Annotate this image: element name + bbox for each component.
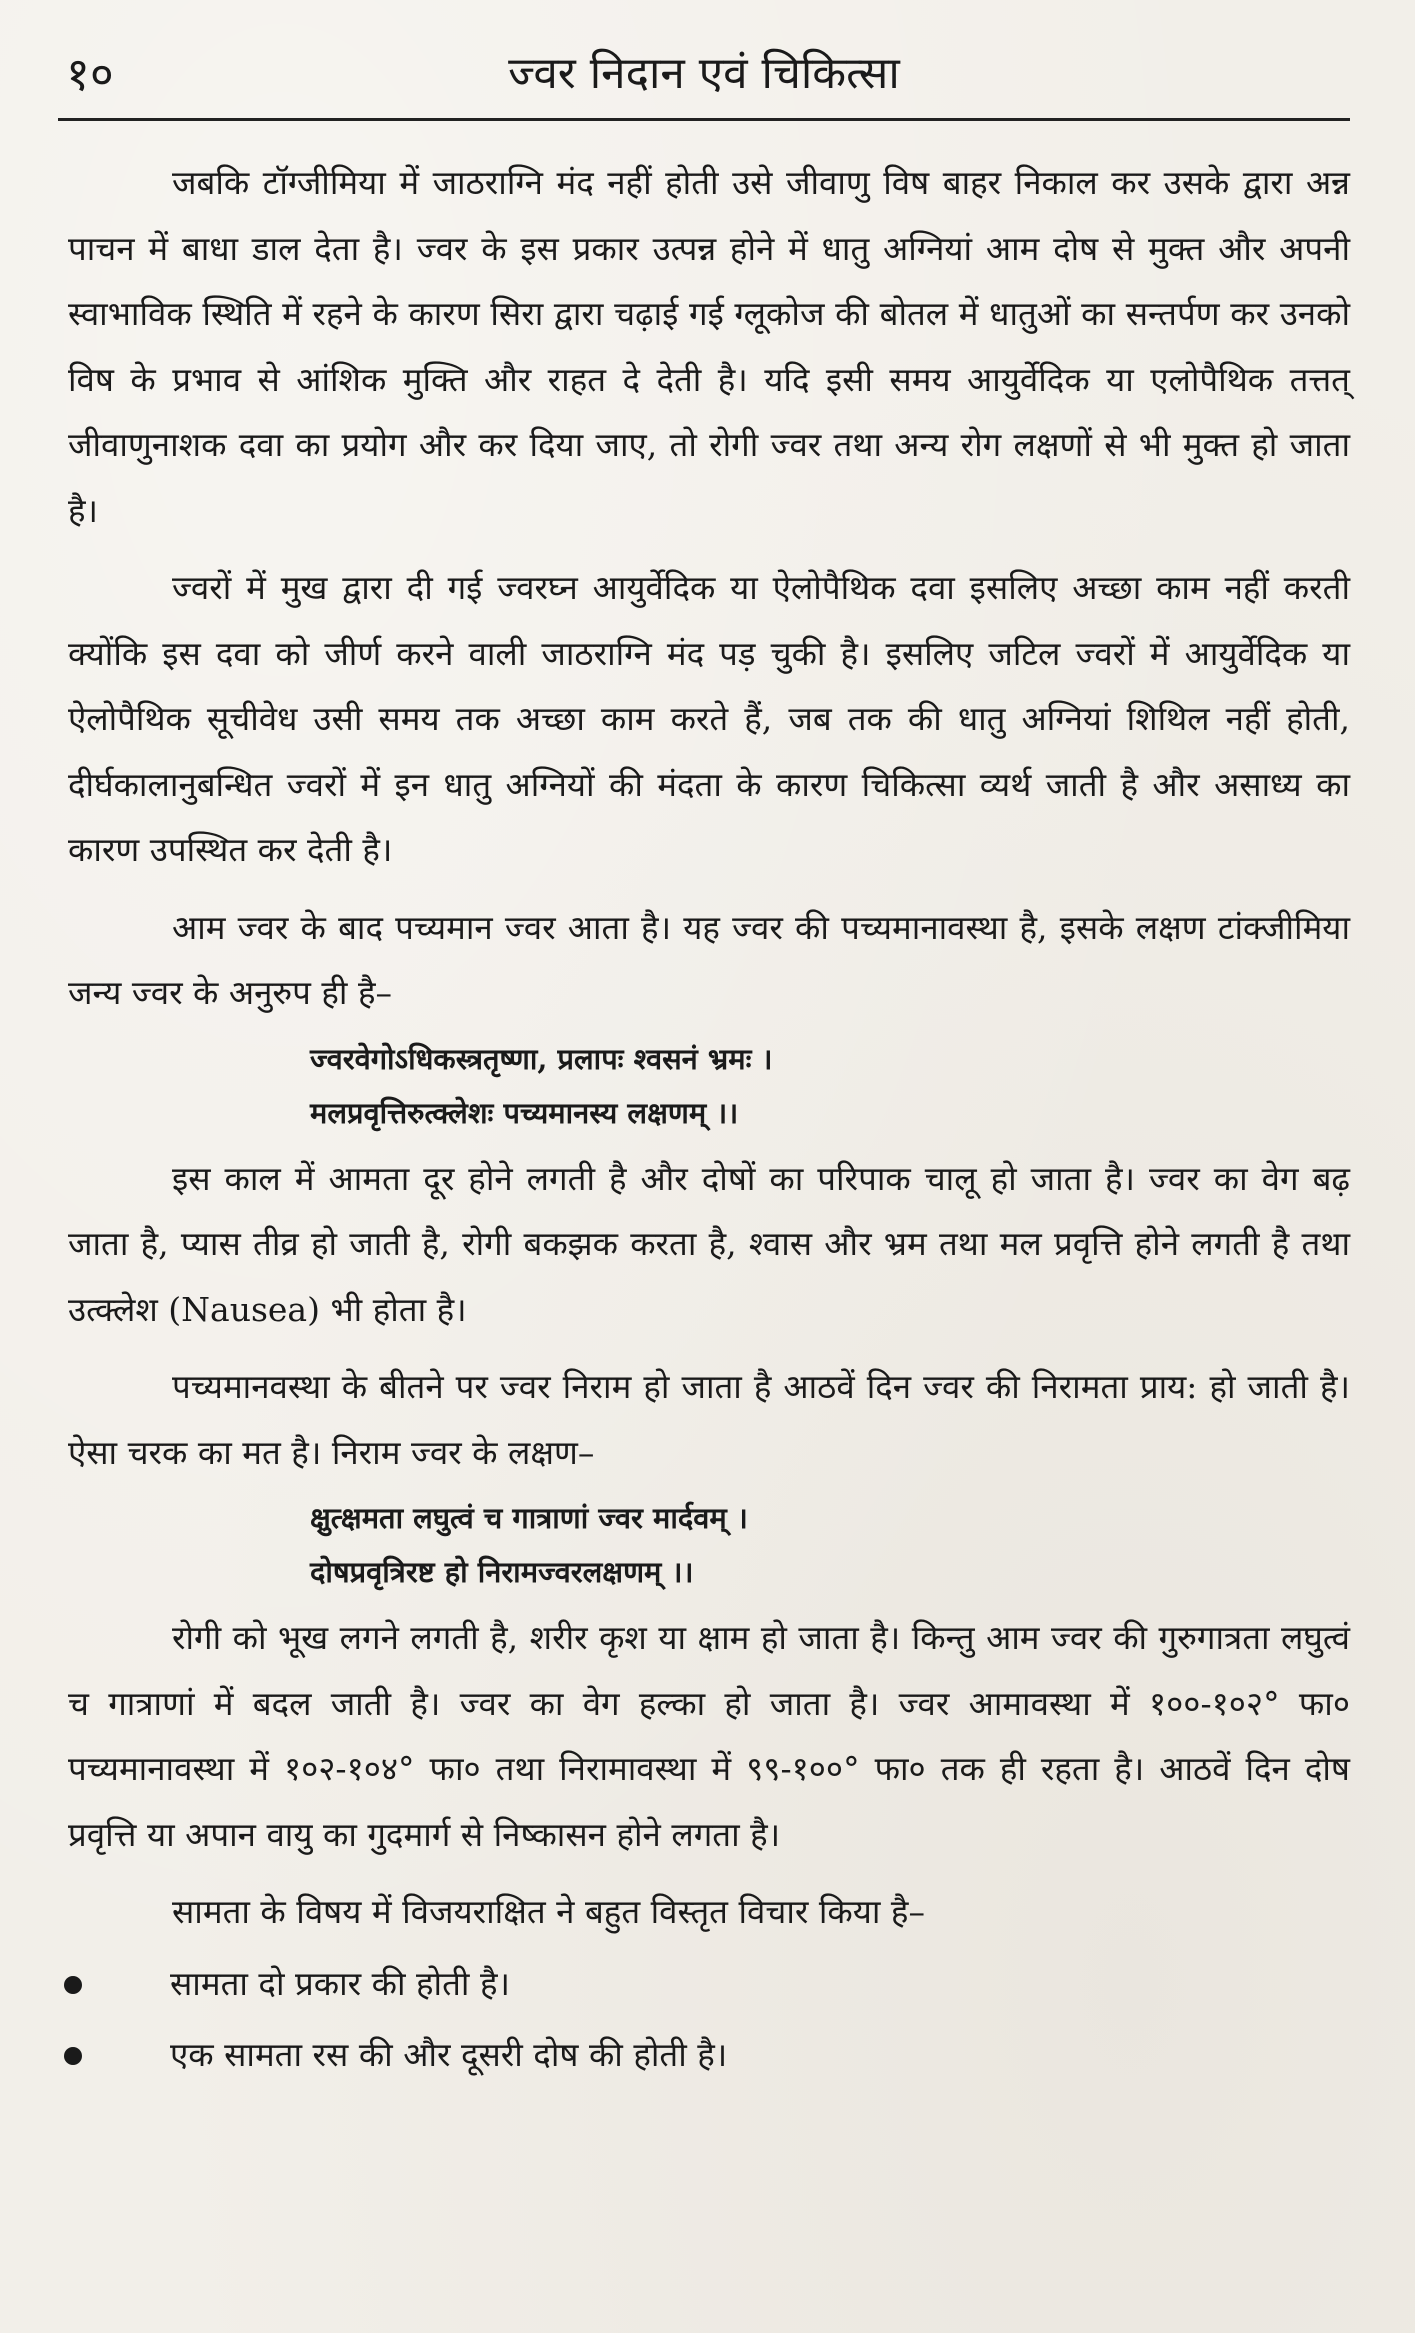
running-title: ज्वर निदान एवं चिकित्सा — [508, 48, 900, 99]
paragraph-3: आम ज्वर के बाद पच्यमान ज्वर आता है। यह ज्वर की पच्यमानावस्था है, इसके लक्षण टांक्जीमिया जन्य ज्वर के अनुरुप ही है– — [68, 907, 1350, 1012]
verse-1-line-1: ज्वरवेगोऽधिकस्त्रतृष्णा, प्रलापः श्वसनं भ्रमः । — [310, 1041, 773, 1076]
page-number: १० — [66, 47, 114, 101]
bullet-dot-icon — [64, 2047, 82, 2065]
list-item-text: एक सामता रस की और दूसरी दोष की होती है। — [170, 2035, 728, 2074]
verse-2-line-2: दोषप्रवृत्रिरष्ट हो निरामज्वरलक्षणम् ।। — [310, 1555, 694, 1589]
paragraph-5: पच्यमानवस्था के बीतने पर ज्वर निराम हो जाता है आठवें दिन ज्वर की निरामता प्राय: हो जाती है। ऐसा चरक का मत है। निराम ज्वर के लक्षण– — [68, 1367, 1350, 1472]
bullet-list — [68, 1951, 1350, 2088]
paragraph-4: इस काल में आमता दूर होने लगती है और दोषों का परिपाक चालू हो जाता है। ज्वर का वेग बढ़ जाता है, प्यास तीव्र हो जाती है, रोगी बकझक करता है, श्वास और भ्रम तथा मल प्रवृत्ति होने लगती है तथा उत्क्लेश (Nausea) भी होता है। — [68, 1158, 1350, 1329]
paragraph-6: रोगी को भूख लगने लगती है, शरीर कृश या क्षाम हो जाता है। किन्तु आम ज्वर की गुरुगात्रता लघुत्वं च गात्राणां में बदल जाती है। ज्वर का वेग हल्का हो जाता है। ज्वर आमावस्था में १००-१०२° फा० पच्यमानावस्था में १०२-१०४° फा० तथा निरामावस्था में ९९-१००° फा० तक ही रहता है। आठवें दिन दोष प्रवृत्ति या अपान वायु का गुदमार्ग से निष्कासन होने लगता है। — [68, 1618, 1350, 1854]
list-item — [68, 1951, 1350, 2017]
verse-2 — [310, 1491, 1350, 1599]
page-body — [68, 150, 1350, 2088]
list-item-text: सामता दो प्रकार की होती है। — [170, 1963, 510, 2003]
verse-1-line-2: मलप्रवृत्तिरुत्क्लेशः पच्यमानस्य लक्षणम् ।। — [310, 1095, 739, 1130]
paragraph-2: ज्वरों में मुख द्वारा दी गई ज्वरघ्न आयुर्वेदिक या ऐलोपैथिक दवा इसलिए अच्छा काम नहीं करती क्योंकि इस दवा को जीर्ण करने वाली जाठराग्नि मंद पड़ चुकी है। इसलिए जटिल ज्वरों में आयुर्वेदिक या ऐलोपैथिक सूचीवेध उसी समय तक अच्छा काम करते हैं, जब तक की धातु अग्नियां शिथिल नहीं होती, दीर्घकालानुबन्धित ज्वरों में इन धातु अग्नियों की मंदता के कारण चिकित्सा व्यर्थ जाती है और असाध्य का कारण उपस्थित कर देती है। — [68, 568, 1350, 869]
list-item — [68, 2022, 1350, 2088]
verse-1 — [310, 1032, 1350, 1140]
paragraph-1: जबकि टॉग्जीमिया में जाठराग्नि मंद नहीं होती उसे जीवाणु विष बाहर निकाल कर उसके द्वारा अन्न पाचन में बाधा डाल देता है। ज्वर के इस प्रकार उत्पन्न होने में धातु अग्नियां आम दोष से मुक्त और अपनी स्वाभाविक स्थिति में रहने के कारण सिरा द्वारा चढ़ाई गई ग्लूकोज की बोतल में धातुओं का सन्तर्पण कर उनको विष के प्रभाव से आंशिक मुक्ति और राहत दे देती है। यदि इसी समय आयुर्वेदिक या एलोपैथिक तत्तत् जीवाणुनाशक दवा का प्रयोग और कर दिया जाए, तो रोगी ज्वर तथा अन्य रोग लक्षणों से भी मुक्त हो जाता है। — [68, 163, 1350, 530]
paragraph-7: सामता के विषय में विजयराक्षित ने बहुत विस्तृत विचार किया है– — [172, 1892, 925, 1931]
page-header — [58, 38, 1350, 121]
verse-2-line-1: क्षुत्क्षमता लघुत्वं च गात्राणां ज्वर मार्दवम् । — [310, 1501, 748, 1535]
bullet-dot-icon — [64, 1976, 82, 1994]
